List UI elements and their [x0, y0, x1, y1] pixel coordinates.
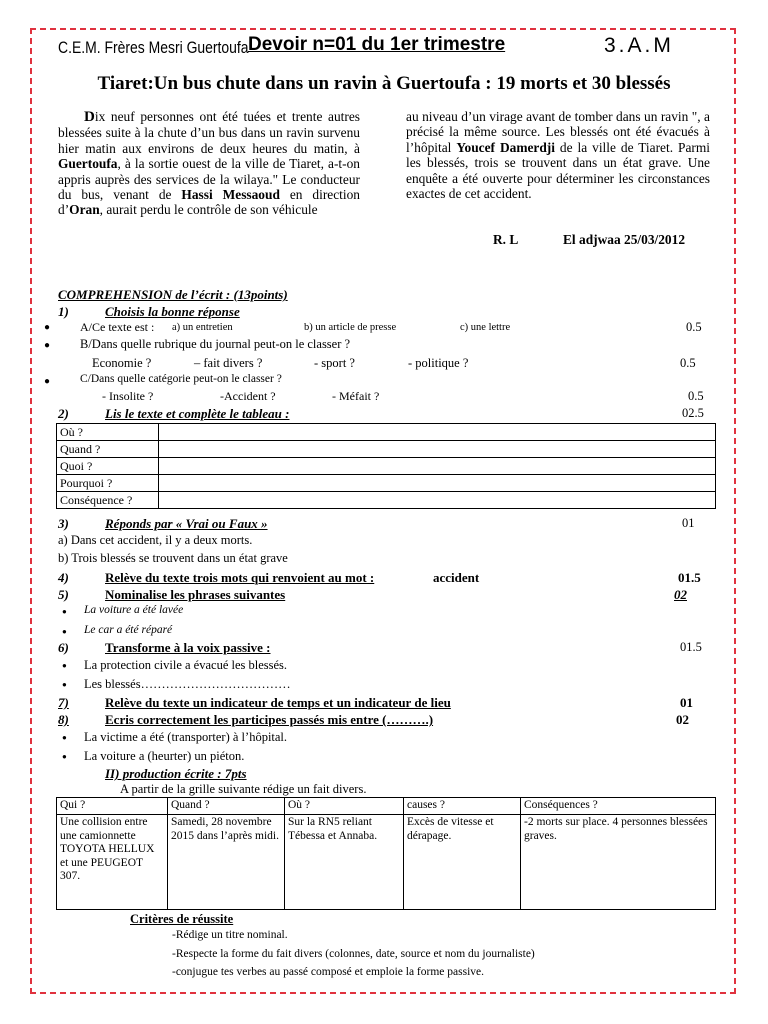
table-row: Pourquoi ? [57, 475, 716, 492]
table-row: Conséquence ? [57, 492, 716, 509]
answer-table [56, 423, 716, 509]
article-column-2: au niveau d’un virage avant de tomber dans un ravin ", a précisé la même source. Les blessés ont été évacués à l’hôpital Youcef Damerdji de la ville de Tiaret. Parmi les blessés, trois se trouvent dans un état grave. Une enquête a été ouverte pour déterminer les circonstances exactes de cet accident. [406, 109, 710, 202]
table-row: Une collision entre une camionnette TOYOTA HELLUX et une PEUGEOT 307. Samedi, 28 novembre 2015 dans l’après midi. Sur la RN5 reliant Tébessa et Annaba. Excès de vitesse et dérapage. -2 morts sur place. 4 personnes blessées graves. [57, 815, 716, 910]
comprehension-heading: COMPREHENSION de l’écrit : (13points) [58, 287, 288, 302]
production-instruction: A partir de la grille suivante rédige un fait divers. [120, 782, 367, 796]
q7-title: Relève du texte un indicateur de temps et un indicateur de lieu [105, 695, 451, 710]
school-name: C.E.M. Frères Mesri Guertoufa [58, 38, 249, 57]
q4-title: Relève du texte trois mots qui renvoient au mot : [105, 570, 375, 585]
q1-title: Choisis la bonne réponse [105, 304, 240, 319]
q8-title: Ecris correctement les participes passés mis entre (……….) [105, 712, 434, 727]
article-column-1: Dix neuf personnes ont été tuées et trente autres blessées suite à la chute d’un bus dans un ravin survenu hier matin aux environs de deux heures du matin, à Guertoufa, à la sortie ouest de la ville de Tiaret, a-t-on appris auprès des services de la wilaya." Le conducteur du bus, venant de Hassi Messaoud en direction d’Oran, aurait perdu le contrôle de son véhicule [58, 109, 361, 218]
criteria-item: -conjugue tes verbes au passé composé et emploie la forme passive. [172, 966, 484, 978]
q5-title: Nominalise les phrases suivantes [105, 587, 286, 602]
exam-title: Devoir n=01 du 1er trimestre [248, 34, 506, 55]
criteria-title: Critères de réussite [130, 912, 234, 926]
criteria-item: -Respecte la forme du fait divers (colonnes, date, source et nom du journaliste) [172, 948, 535, 960]
production-grid [56, 797, 716, 910]
class-level: 3.A.M [604, 34, 674, 57]
production-heading: II) production écrite : 7pts [105, 766, 247, 781]
article-source: El adjwaa 25/03/2012 [563, 232, 686, 247]
table-row: Où ? [57, 424, 716, 441]
criteria-item: -Rédige un titre nominal. [172, 929, 288, 941]
q6-title: Transforme à la voix passive : [105, 640, 271, 655]
q3-title: Réponds par « Vrai ou Faux » [105, 516, 268, 531]
dropcap: D [84, 109, 95, 125]
table-row: Quoi ? [57, 458, 716, 475]
table-header-row: Qui ? Quand ? Où ? causes ? Conséquences ? [57, 798, 716, 815]
article-title: Tiaret:Un bus chute dans un ravin à Guertoufa : 19 morts et 30 blessés [97, 73, 671, 94]
q2-title: Lis le texte et complète le tableau : [105, 406, 290, 421]
table-row: Quand ? [57, 441, 716, 458]
article-signature: R. L [493, 232, 519, 247]
